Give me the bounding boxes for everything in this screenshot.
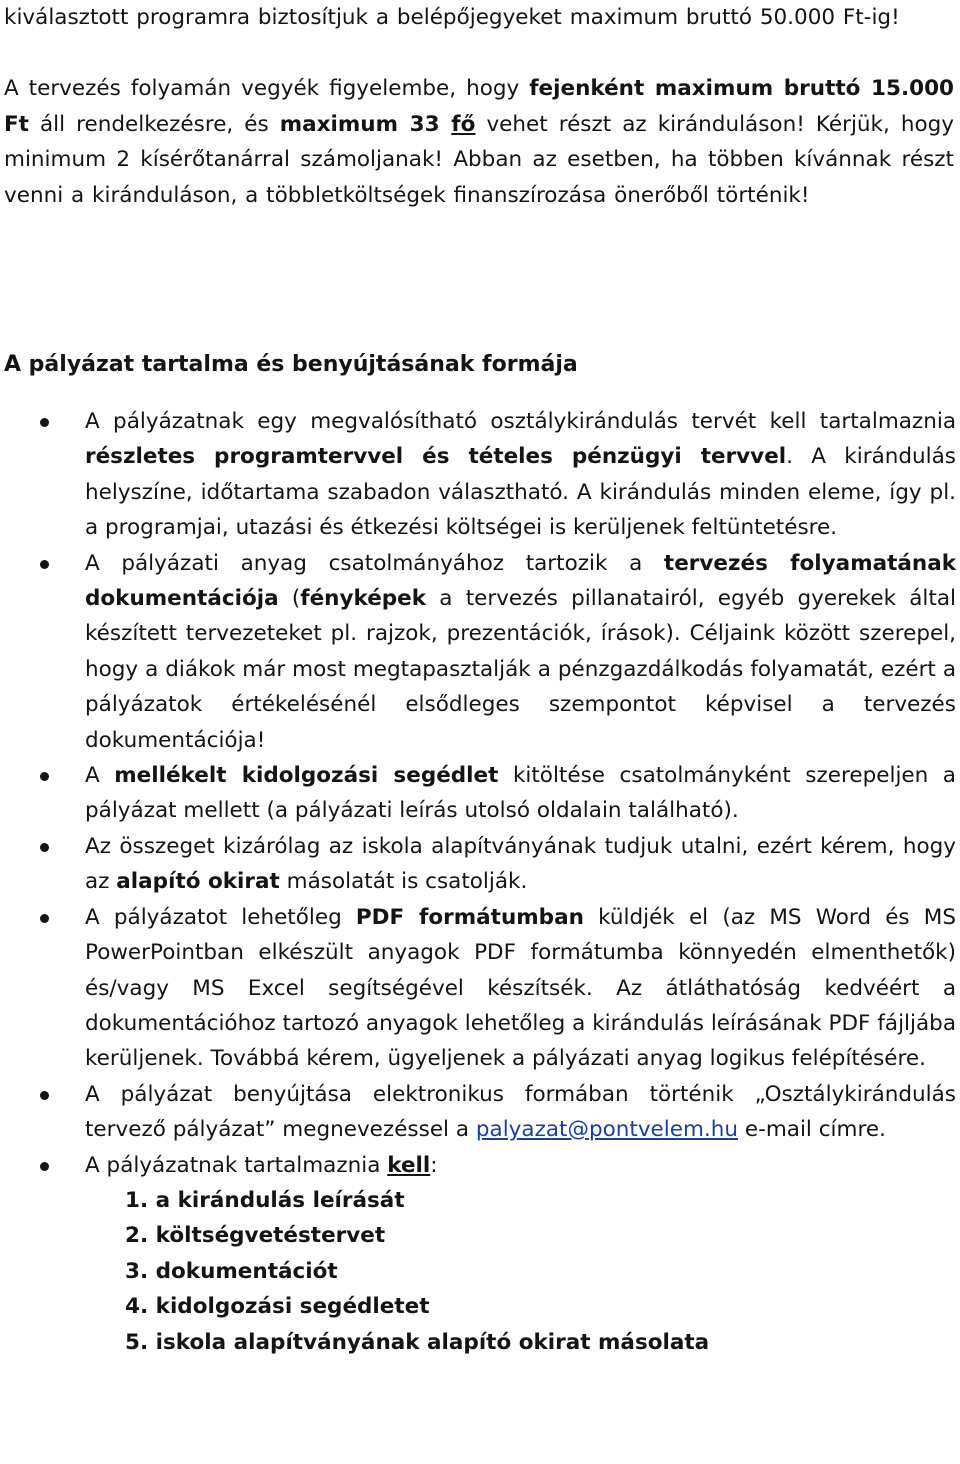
required-item-2 xyxy=(125,1218,956,1253)
bullet-4-bold: alapító okirat xyxy=(116,869,280,895)
p2-bold-underline-e: fő xyxy=(451,111,476,137)
bullet-item-5 xyxy=(0,900,956,1077)
bullet-2-bold-d: fényképek xyxy=(300,586,427,612)
bullet-7-text-c: : xyxy=(430,1152,438,1178)
required-item-text: iskola alapítványának alapító okirat másolata xyxy=(155,1329,710,1355)
bullet-2-text-c: ( xyxy=(278,586,301,612)
bullet-6-text-c: e-mail címre. xyxy=(738,1117,886,1143)
required-item-number: 4. xyxy=(125,1294,149,1320)
spacer xyxy=(4,36,954,72)
section-heading: A pályázat tartalma és benyújtásának formája xyxy=(4,352,578,377)
required-item-number: 1. xyxy=(125,1187,149,1213)
bullet-4-text-a: Az összeget kizárólag az iskola alapítványának tudjuk utalni, ezért kérem, hogy az xyxy=(85,833,956,895)
bullet-dot-icon xyxy=(40,843,49,852)
bullet-item-4 xyxy=(0,829,956,900)
bullet-dot-icon xyxy=(40,418,49,427)
p2-bold-b: fejenként maximum bruttó 15.000 Ft xyxy=(4,76,954,137)
bullet-3-text-a: A xyxy=(85,763,115,789)
intro-paragraph-1 xyxy=(4,0,954,36)
p2-text-a: A tervezés folyamán vegyék figyelembe, hogy xyxy=(4,76,530,101)
bullet-dot-icon xyxy=(40,560,49,569)
bullet-item-2 xyxy=(0,546,956,758)
required-item-1 xyxy=(125,1183,956,1218)
intro-p1-text: kiválasztott programra biztosítjuk a belépőjegyeket maximum bruttó 50.000 Ft-ig! xyxy=(4,5,900,30)
bullet-dot-icon xyxy=(40,772,49,781)
bullet-item-6 xyxy=(0,1077,956,1148)
required-item-text: dokumentációt xyxy=(155,1258,338,1284)
p2-bold-d: maximum 33 xyxy=(279,111,452,137)
bullet-2-text-a: A pályázati anyag csatolmányához tartozik a xyxy=(85,550,664,576)
bullet-5-text-c: küldjék el (az MS Word és MS PowerPointban elkészült anyagok PDF formátumba könnyedén elmenthetők) és/vagy MS Excel segítségével készítsék. Az átláthatóság kedvéért a dokumentációhoz tartozó anyagok lehetőleg a kirándulás leírásának PDF fájljába kerüljenek. Továbbá kérem, ügyeljenek a pályázati anyag logikus felépítésére. xyxy=(85,904,956,1072)
intro-text xyxy=(4,0,954,213)
bullet-dot-icon xyxy=(40,914,49,923)
bullet-5-bold: PDF formátumban xyxy=(355,904,584,930)
required-items-list xyxy=(85,1183,956,1360)
bullet-dot-icon xyxy=(40,1091,49,1100)
bullet-1-text-a: A pályázatnak egy megvalósítható osztálykirándulás tervét kell tartalmaznia xyxy=(85,409,956,434)
required-item-text: a kirándulás leírását xyxy=(155,1187,405,1213)
required-item-number: 2. xyxy=(125,1223,149,1249)
required-item-4 xyxy=(125,1289,956,1324)
intro-paragraph-2 xyxy=(4,71,954,213)
bullet-1-text-c: . A kirándulás helyszíne, időtartama szabadon választható. A kirándulás minden eleme, így pl. a programjai, utazási és étkezési költségei is kerüljenek feltüntetésre. xyxy=(85,444,956,541)
bullet-3-bold: mellékelt kidolgozási segédlet xyxy=(114,763,499,789)
bullet-6-text-a: A pályázat benyújtása elektronikus formában történik „Osztálykirándulás tervező pályázat” megnevezéssel a xyxy=(85,1081,956,1143)
required-item-number: 3. xyxy=(125,1258,149,1284)
required-item-number: 5. xyxy=(125,1329,149,1355)
required-item-text: kidolgozási segédletet xyxy=(155,1294,430,1320)
bullet-4-text-c: másolatát is csatolják. xyxy=(279,869,528,895)
p2-text-f: vehet részt az kiránduláson! Kérjük, hogy minimum 2 kísérőtanárral számoljanak! Abban az esetben, ha többen kívánnak részt venni a kiránduláson, a többletköltségek finanszírozása önerőből történik! xyxy=(4,111,955,208)
bullet-2-bold-b: tervezés folyamatának dokumentációja xyxy=(85,550,957,612)
bullet-item-7 xyxy=(0,1148,956,1360)
required-item-5 xyxy=(125,1325,956,1360)
bullet-item-3 xyxy=(0,758,956,829)
p2-text-c: áll rendelkezésre, és xyxy=(28,111,280,137)
bullet-1-bold: részletes programtervvel és tételes pénzügyi tervvel xyxy=(85,444,787,470)
bullet-5-text-a: A pályázatot lehetőleg xyxy=(85,904,356,930)
bullet-dot-icon xyxy=(40,1162,49,1171)
bullet-3-text-c: kitöltése csatolmányként szerepeljen a pályázat mellett (a pályázati leírás utolsó oldalain található). xyxy=(85,763,956,824)
bullet-item-1 xyxy=(0,404,956,546)
email-link[interactable]: palyazat@pontvelem.hu xyxy=(475,1117,739,1143)
bullet-7-text-a: A pályázatnak tartalmaznia xyxy=(85,1152,388,1178)
requirements-bullet-list xyxy=(0,404,956,1360)
bullet-2-text-e: a tervezés pillanatairól, egyéb gyerekek által készített tervezeteket pl. rajzok, prezentációk, írások). Céljaink között szerepel, hogy a diákok már most megtapasztalják a pénzgazdálkodás folyamatát, ezért a pályázatok értékelésénél elsődleges szempontot képvisel a tervezés dokumentációja! xyxy=(85,586,956,753)
required-item-3 xyxy=(125,1254,956,1289)
bullet-7-bold-underline: kell xyxy=(387,1152,431,1178)
required-item-text: költségvetéstervet xyxy=(155,1223,386,1249)
